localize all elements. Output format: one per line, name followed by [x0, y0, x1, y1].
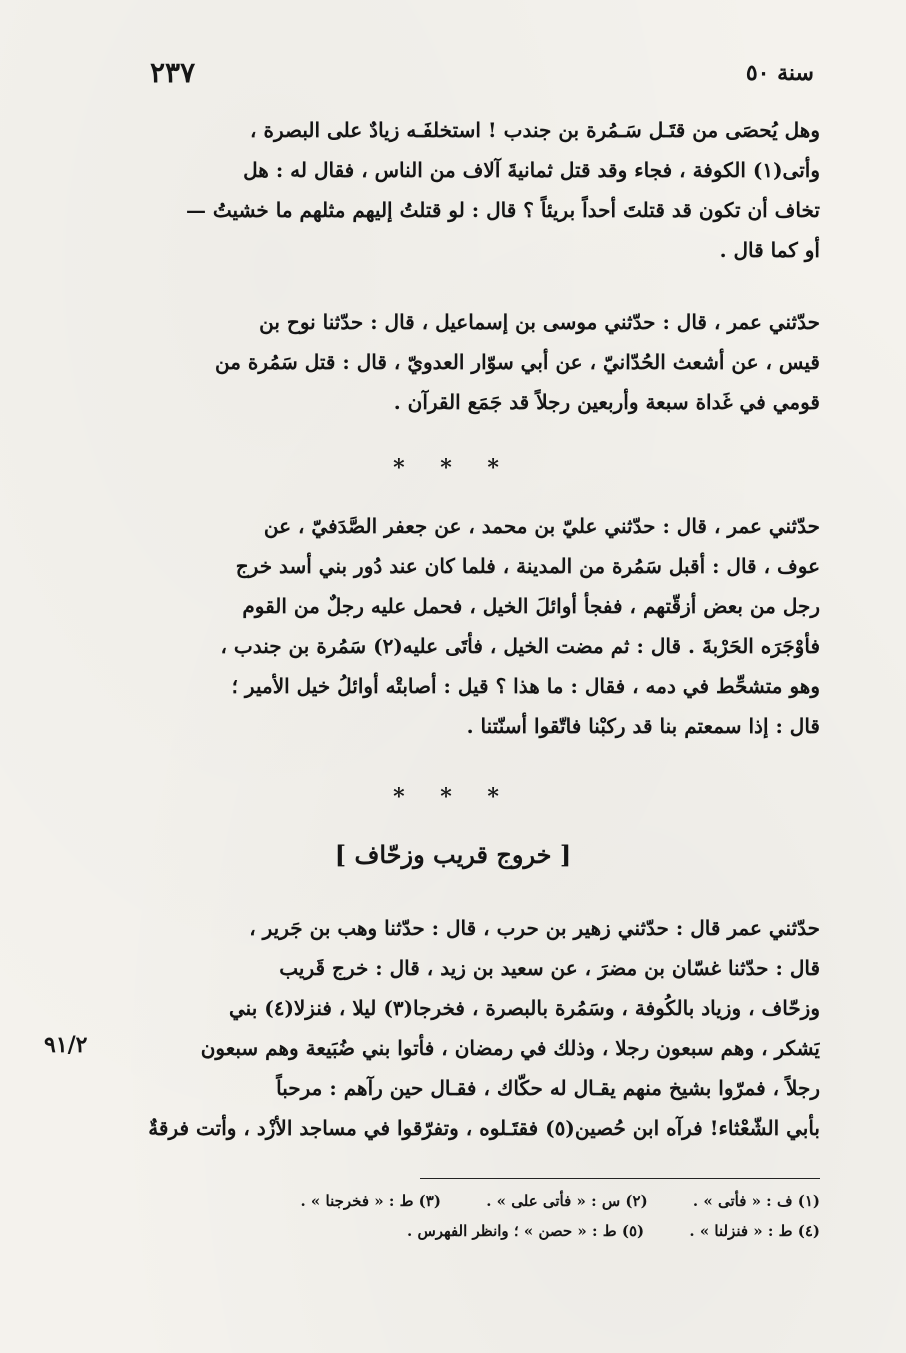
section-separator: * * * — [393, 784, 513, 810]
text-line: أو كما قال . — [719, 238, 820, 262]
text-line: قومي في غَداة سبعة وأربعين رجلاً قد جَمَع القرآن . — [393, 390, 820, 414]
text-line: وهل يُحصَى من قتَـل سَـمُرة بن جندب ! استخلفَـه زيادٌ على البصرة ، — [250, 118, 820, 142]
text-line: رجلاً ، فمرّوا بشيخ منهم يقـال له حكّاك ، فقـال حين رآهم : مرحباً — [276, 1076, 820, 1100]
footnote: (٤) ط : « فنزلنا » . — [689, 1222, 820, 1240]
footnote: (٢) س : « فأتى على » . — [486, 1192, 648, 1210]
footnote: (١) ف : « فأتى » . — [692, 1192, 820, 1210]
text-line: قيس ، عن أشعث الحُدّانيّ ، عن أبي سوّار العدويّ ، قال : قتل سَمُرة من — [215, 350, 820, 374]
page-number: ٢٣٧ — [150, 56, 196, 89]
running-header-year: سنة ٥٠ — [745, 60, 814, 86]
text-line: قال : حدّثنا غسّان بن مضرَ ، عن سعيد بن زيد ، قال : خرج قَريب — [279, 956, 820, 980]
text-line: رجل من بعض أزقّتهم ، ففجأ أوائلَ الخيل ، فحمل عليه رجلٌ من القوم — [242, 594, 820, 618]
footnote: (٣) ط : « فخرجنا » . — [300, 1192, 441, 1210]
paragraph-4 — [120, 908, 820, 1148]
text-line: وزحّاف ، وزياد بالكُوفة ، وسَمُرة بالبصرة ، فخرجا(٣) ليلا ، فنزلا(٤) بني — [228, 996, 820, 1020]
text-line: وأتى(١) الكوفة ، فجاء وقد قتل ثمانيةَ آلاف من الناس ، فقال له : هل — [243, 158, 820, 182]
text-line: يَشكر ، وهم سبعون رجلا ، وذلك في رمضان ، فأتوا بني ضُبَيعة وهم سبعون — [200, 1036, 820, 1060]
footnote-row — [120, 1186, 820, 1216]
paragraph-3 — [120, 506, 820, 746]
text-line: حدّثني عمر ، قال : حدّثني عليّ بن محمد ، عن جعفر الصَّدَفيّ ، عن — [263, 514, 820, 538]
text-line: فأوْجَرَه الحَرْبةَ . قال : ثم مضت الخيل ، فأتَى عليه(٢) سَمُرة بن جندب ، — [220, 634, 820, 658]
text-line: حدّثني عمر قال : حدّثني زهير بن حرب ، قال : حدّثنا وهب بن جَرير ، — [249, 916, 820, 940]
footnote-divider — [420, 1178, 820, 1179]
footnote: (٥) ط : « حصن » ؛ وانظر الفهرس . — [407, 1222, 645, 1240]
section-separator: * * * — [393, 455, 513, 481]
paragraph-1 — [120, 110, 820, 270]
text-line: قال : إذا سمعتم بنا قد ركبْنا فاتّقوا أسنّتنا . — [466, 714, 820, 738]
footnotes — [120, 1186, 820, 1246]
text-line: تخاف أن تكون قد قتلتَ أحداً بريئاً ؟ قال : لو قتلتُ إليهم مثلهم ما خشيتُ — — [185, 198, 820, 222]
text-line: بأبي الشّعْثاء! فرآه ابن حُصين(٥) فقتَـلوه ، وتفرّقوا في مساجد الأزْد ، وأتت فرقةٌ — [148, 1116, 820, 1140]
text-line: وهو متشحِّط في دمه ، فقال : ما هذا ؟ قيل : أصابتْه أوائلُ خيل الأمير ؛ — [231, 674, 820, 698]
margin-reference: ٩١/٢ — [44, 1032, 88, 1058]
text-line: حدّثني عمر ، قال : حدّثني موسى بن إسماعيل ، قال : حدّثنا نوح بن — [259, 310, 820, 334]
text-line: عوف ، قال : أقبل سَمُرة من المدينة ، فلما كان عند دُور بني أسد خرج — [235, 554, 820, 578]
footnote-row — [120, 1216, 820, 1246]
paragraph-2 — [120, 302, 820, 422]
section-title: [ خروج قريب وزحّاف ] — [334, 840, 572, 869]
